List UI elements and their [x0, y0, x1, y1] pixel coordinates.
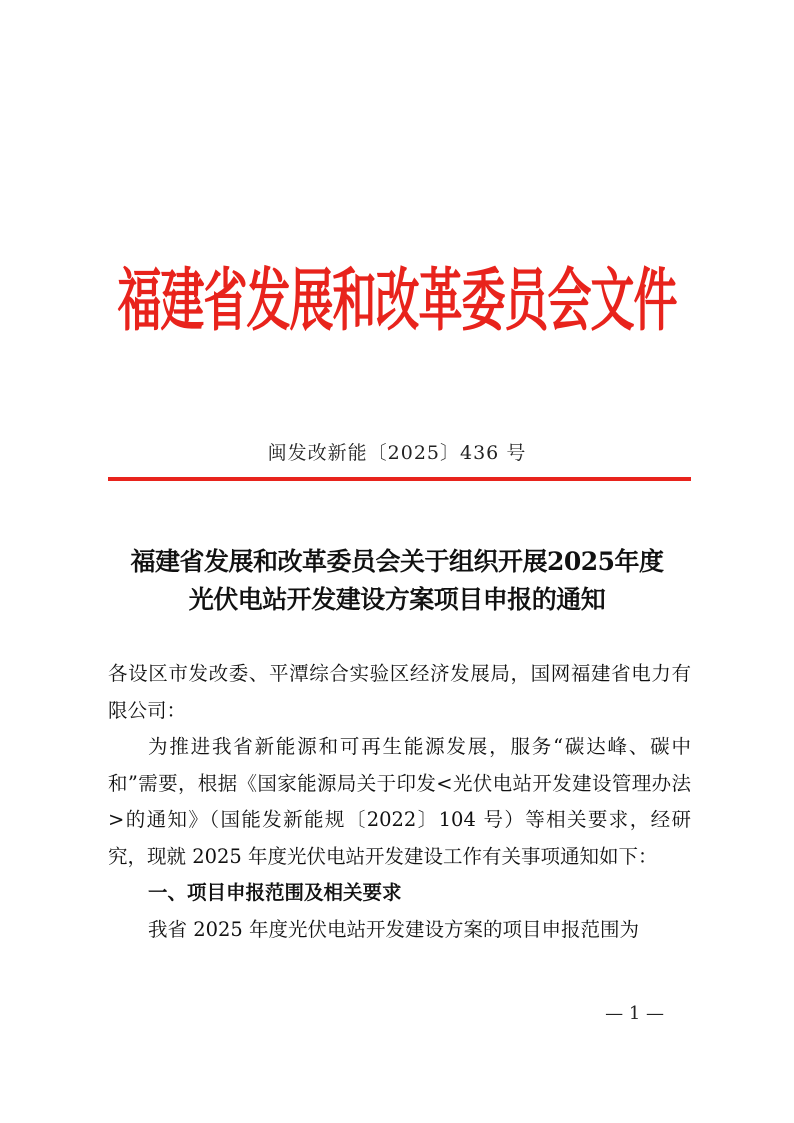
section-1-paragraph: 我省 2025 年度光伏电站开发建设方案的项目申报范围为 [148, 917, 640, 941]
page-number: — 1 — [605, 1003, 664, 1024]
document-number: 闽发改新能〔2025〕436 号 [267, 442, 527, 464]
document-body [108, 656, 691, 948]
notice-title-line-2: 光伏电站开发建设方案项目申报的通知 [188, 585, 606, 614]
notice-title [60, 543, 734, 619]
section-heading-1: 一、项目申报范围及相关要求 [148, 881, 402, 904]
masthead-title: 福建省发展和改革委员会文件 [117, 261, 677, 341]
addressee-paragraph: 各设区市发改委、平潭综合实验区经济发展局，国网福建省电力有限公司： [108, 662, 691, 722]
red-divider-line [108, 477, 691, 481]
intro-paragraph: 为推进我省新能源和可再生能源发展，服务“碳达峰、碳中和”需要，根据《国家能源局关于印发<光伏电站开发建设管理办法>的通知》（国能发新能规〔2022〕104 号）等相关要求，经研究，现就 2025 年度光伏电站开发建设工作有关事项通知如下： [108, 735, 691, 868]
notice-title-line-1: 福建省发展和改革委员会关于组织开展2025年度 [130, 547, 664, 576]
